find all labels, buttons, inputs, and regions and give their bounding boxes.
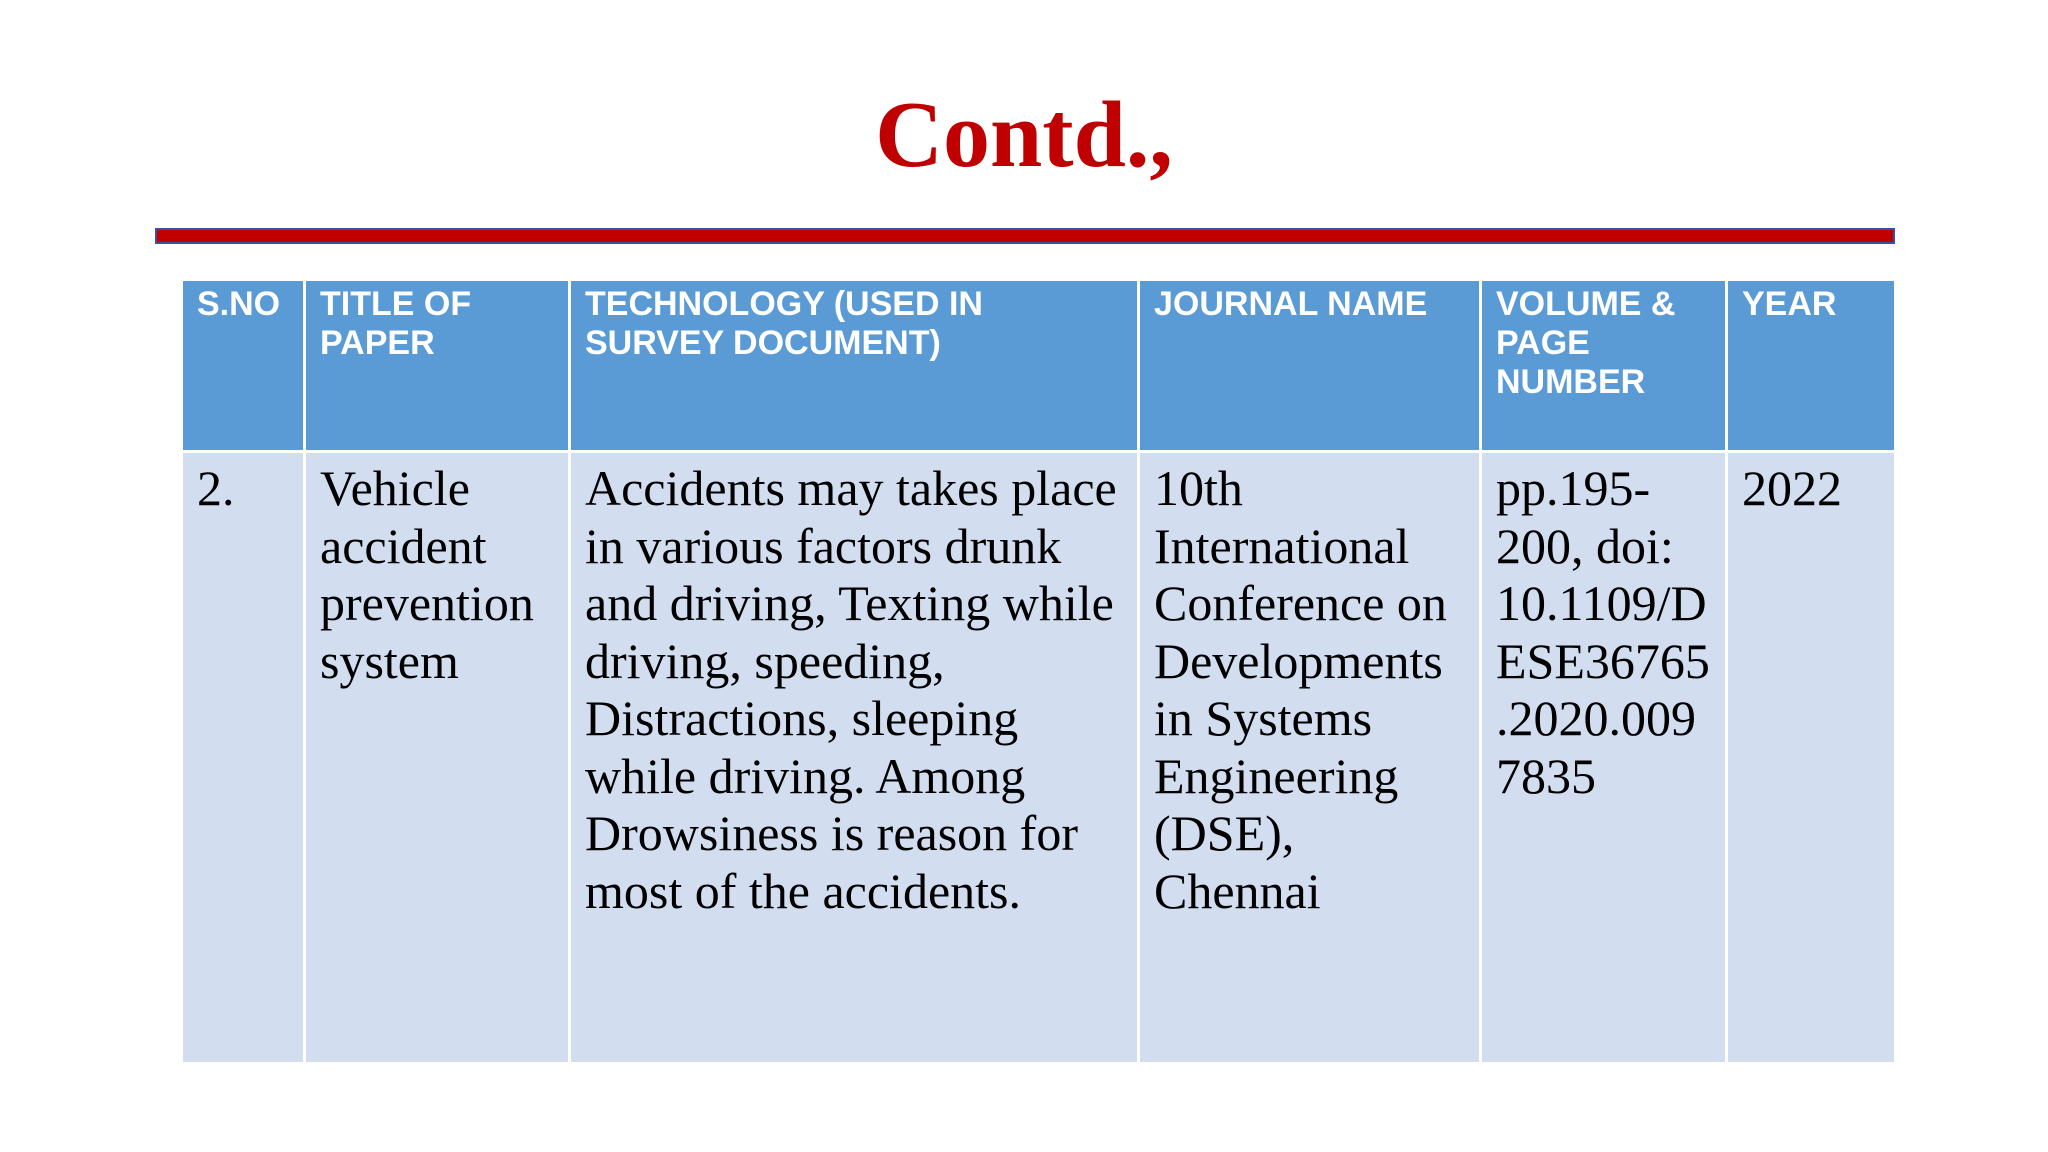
slide-title: Contd., [875,83,1173,187]
cell-sno [182,452,305,1064]
cell-year-text: 2022 [1742,460,1842,516]
cell-volume-page [1481,452,1727,1064]
cell-volume-text: pp.195-200, doi: 10.1109/DESE36765.2020.0097835 [1496,460,1710,804]
table-header-row [182,280,1896,452]
header-technology: TECHNOLOGY (USED IN SURVEY DOCUMENT) [570,280,1139,452]
header-title-of-paper: TITLE OF PAPER [305,280,570,452]
cell-title-of-paper [305,452,570,1064]
title-divider [155,228,1895,244]
header-journal-name: JOURNAL NAME [1139,280,1481,452]
cell-technology-text: Accidents may takes place in various factors drunk and driving, Texting while driving, speeding, Distractions, sleeping while driving. Among Drowsiness is reason for most of the accidents. [585,460,1117,919]
table-row [182,452,1896,1064]
cell-technology [570,452,1139,1064]
cell-journal-name [1139,452,1481,1064]
cell-year [1727,452,1896,1064]
cell-journal-text: 10th International Conference on Developments in Systems Engineering (DSE), Chennai [1154,460,1447,919]
header-volume-page: VOLUME & PAGE NUMBER [1481,280,1727,452]
header-year: YEAR [1727,280,1896,452]
cell-title-text: Vehicle accident prevention system [320,460,534,689]
cell-sno-text: 2. [197,460,235,516]
survey-table [180,278,1897,1065]
header-sno: S.NO [182,280,305,452]
